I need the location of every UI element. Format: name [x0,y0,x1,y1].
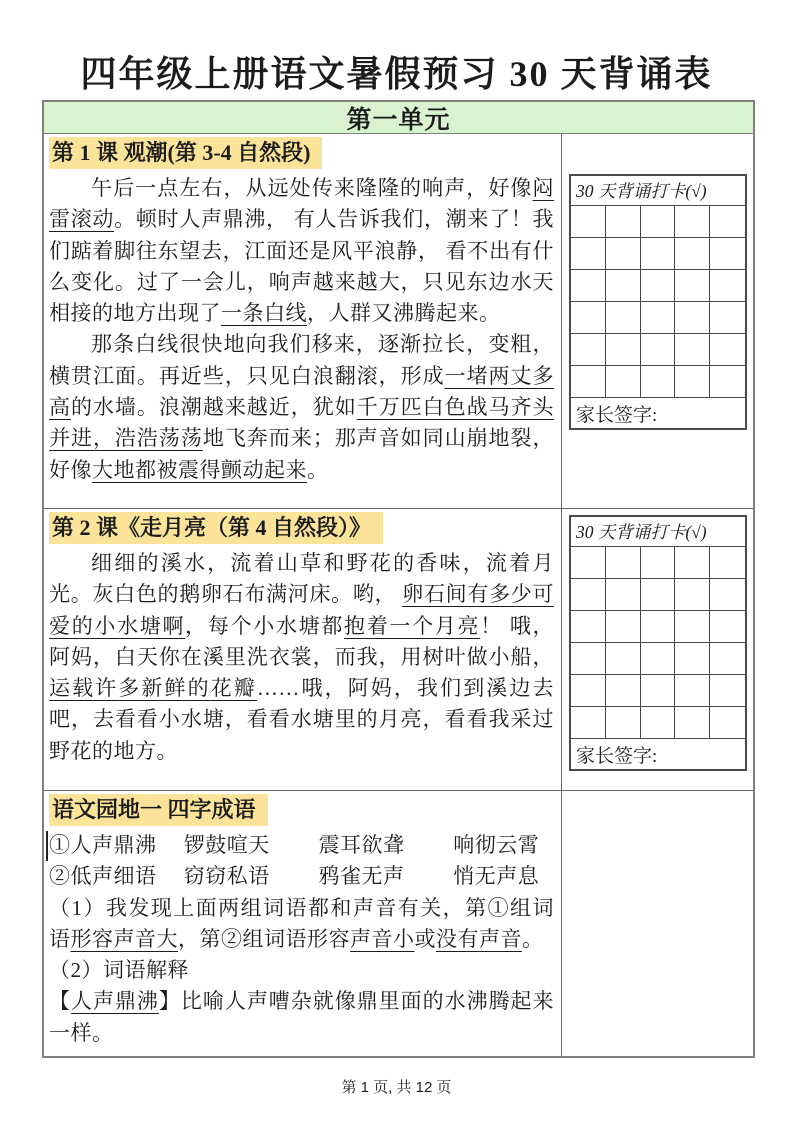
text-segment: ②低声细语 窃窃私语 鸦雀无声 悄无声息 [49,864,540,889]
parent-signature-label: 家长签字: [576,745,658,767]
lesson2-content-cell [44,509,562,790]
underlined-phrase: 闷雷滚动 [49,176,554,232]
underlined-phrase: 一堵两丈多高 [49,363,555,420]
text-segment: 的水墙。浪潮越来越近，犹如 [70,395,357,420]
garden-heading: 语文园地一 四字成语 [49,794,268,826]
checkin-day-cell [710,206,745,238]
checkin-day-cell [606,366,641,398]
checkin-day-cell [641,547,676,579]
checkin-day-cell [571,206,606,238]
section-row-lesson1 [44,134,753,509]
checkin-day-cell [606,302,641,334]
checkin-day-cell [606,707,641,739]
garden-note-2 [49,955,554,986]
checkin-day-cell [641,206,676,238]
checkin-day-cell [710,643,745,675]
checkin-day-cell [675,206,710,238]
unit-header: 第一单元 [44,102,753,134]
underlined-phrase: 千万匹白色战马齐头并进，浩浩荡荡 [49,395,555,451]
underlined-phrase: 一条白线 [221,301,307,326]
text-segment: 。顿时人声鼎沸， 有人告诉我们，潮来了！我们踮着脚往东望去，江面还是风平浪静， 看不出有什么变化。过了一会儿，响声越来越大，只见东边水天相接的地方出现了 [49,207,555,326]
checkin-header-label: 30 天背诵打卡(√) [571,176,745,206]
checkin-day-cell [675,643,710,675]
underlined-phrase: 声音小 [350,926,415,951]
text-segment: 【 [49,989,71,1014]
text-segment: 细细的溪水，流着山草和野花的香味，流着月光。灰白色的鹅卵石布满河床。哟， [49,551,554,607]
lesson1-heading-line [49,137,554,172]
checkin-day-cell [606,675,641,707]
checkin-day-cell [710,238,745,270]
underlined-phrase: 大地都被震得颤动起来 [92,457,307,482]
checkin-day-cell [675,366,710,398]
checkin-day-cell [641,675,676,707]
text-segment: 。 [307,457,329,482]
text-segment: （1）我发现上面两组词语都和声音有关，第①组词语 [49,895,554,951]
idiom-line-2 [49,861,554,892]
garden-definition [49,986,554,1049]
lesson1-heading: 第 1 课 观潮(第 3-4 自然段) [49,137,322,169]
text-segment: 地飞奔而来；那声音如同山崩地裂，好像 [49,426,555,482]
lesson2-checkin-cell [562,509,753,790]
text-segment: 或 [414,926,436,951]
section-row-garden [44,791,753,1056]
section-row-lesson2 [44,509,753,791]
underlined-phrase: 运载许多新鲜的花瓣 [49,676,257,701]
checkin-day-cell [606,334,641,366]
text-segment: 那条白线很快地向我们移来，逐渐拉长，变粗，横贯江面。再近些，只见白浪翻滚，形成 [49,332,554,388]
text-segment: ，每个小水塘都 [185,613,345,638]
text-segment: ！ 哦， 阿妈，白天你在溪里洗衣裳，而我，用树叶做小船， [49,613,555,669]
checkin-day-cell [710,334,745,366]
checkin-day-cell [710,611,745,643]
checkin-day-cell [710,579,745,611]
checkin-day-cell [641,238,676,270]
lesson1-paragraph-1 [49,173,554,329]
checkin-day-cell [571,270,606,302]
checkin-header-label: 30 天背诵打卡(√) [571,517,745,547]
checkin-day-cell [675,611,710,643]
checkin-day-cell [606,206,641,238]
checkin-day-cell [571,675,606,707]
underlined-phrase: 形容声音大 [70,926,178,951]
text-segment: ……哦，阿妈，我们到溪边去吧，去看看小水塘，看看水塘里的月亮，看看我采过野花的地方。 [49,676,555,763]
text-segment: ，人群又沸腾起来。 [307,301,501,326]
checkin-day-cell [606,547,641,579]
page-number: 第 1 页, 共 12 页 [341,1079,452,1096]
checkin-day-cell [641,270,676,302]
checkin-day-cell [641,302,676,334]
lesson2-paragraph-1 [49,548,554,767]
underlined-phrase: 人声鼎沸 [70,989,159,1014]
checkin-day-cell [641,643,676,675]
underlined-phrase: 没有声音 [436,926,522,951]
checkin-day-cell [606,579,641,611]
garden-heading-line [49,794,554,829]
checkin-day-cell [641,707,676,739]
checkin-day-cell [710,547,745,579]
checkin-day-cell [606,643,641,675]
checkin-day-cell [675,270,710,302]
checkin-day-cell [675,334,710,366]
checkin-day-cell [641,579,676,611]
underlined-phrase: 卵石间有多少可爱的小水塘啊 [49,582,555,638]
checkin-day-cell [571,707,606,739]
checkin-day-cell [571,547,606,579]
text-segment: 午后一点左右，从远处传来隆隆的响声，好像 [91,176,533,200]
lesson1-checkin-box [569,174,747,430]
checkin-day-cell [571,366,606,398]
checkin-day-cell [606,270,641,302]
recitation-table [42,100,755,1058]
page-title: 四年级上册语文暑假预习 30 天背诵表 [80,54,713,94]
checkin-day-cell [571,334,606,366]
text-segment: 。 [522,926,544,951]
lesson1-content-cell [44,134,562,508]
checkin-day-cell [675,707,710,739]
garden-content-cell [44,791,562,1056]
checkin-day-cell [571,302,606,334]
checkin-day-cell [571,643,606,675]
checkin-day-cell [606,611,641,643]
checkin-day-cell [675,579,710,611]
checkin-day-cell [675,238,710,270]
checkin-day-cell [606,238,641,270]
lesson2-checkin-box [569,515,747,771]
checkin-day-cell [675,302,710,334]
checkin-grid [571,206,745,398]
text-segment: ①人声鼎沸 锣鼓喧天 震耳欲聋 响彻云霄 [49,833,540,857]
checkin-day-cell [641,611,676,643]
lesson1-paragraph-2 [49,329,554,485]
checkin-day-cell [641,366,676,398]
lesson2-heading: 第 2 课《走月亮（第 4 自然段）》 [49,512,383,544]
text-cursor-artifact [46,831,48,861]
parent-signature-label: 家长签字: [576,404,658,426]
text-segment: ，第②组词语形容 [178,926,350,951]
checkin-day-cell [710,366,745,398]
lesson2-heading-line [49,512,554,547]
garden-note-1 [49,893,554,956]
underlined-phrase: 抱着一个月亮 [344,613,481,638]
checkin-day-cell [710,707,745,739]
checkin-day-cell [641,334,676,366]
checkin-day-cell [571,579,606,611]
checkin-day-cell [710,302,745,334]
checkin-day-cell [571,238,606,270]
checkin-day-cell [710,270,745,302]
idiom-line-1 [49,830,554,861]
lesson1-checkin-cell [562,134,753,508]
text-segment: 】比喻人声嘈杂就像鼎里面的水沸腾起来一样。 [49,989,555,1045]
checkin-day-cell [571,611,606,643]
text-segment: （2）词语解释 [49,958,189,983]
garden-empty-cell [562,791,753,1056]
checkin-day-cell [675,675,710,707]
checkin-grid [571,547,745,739]
checkin-day-cell [710,675,745,707]
checkin-day-cell [675,547,710,579]
